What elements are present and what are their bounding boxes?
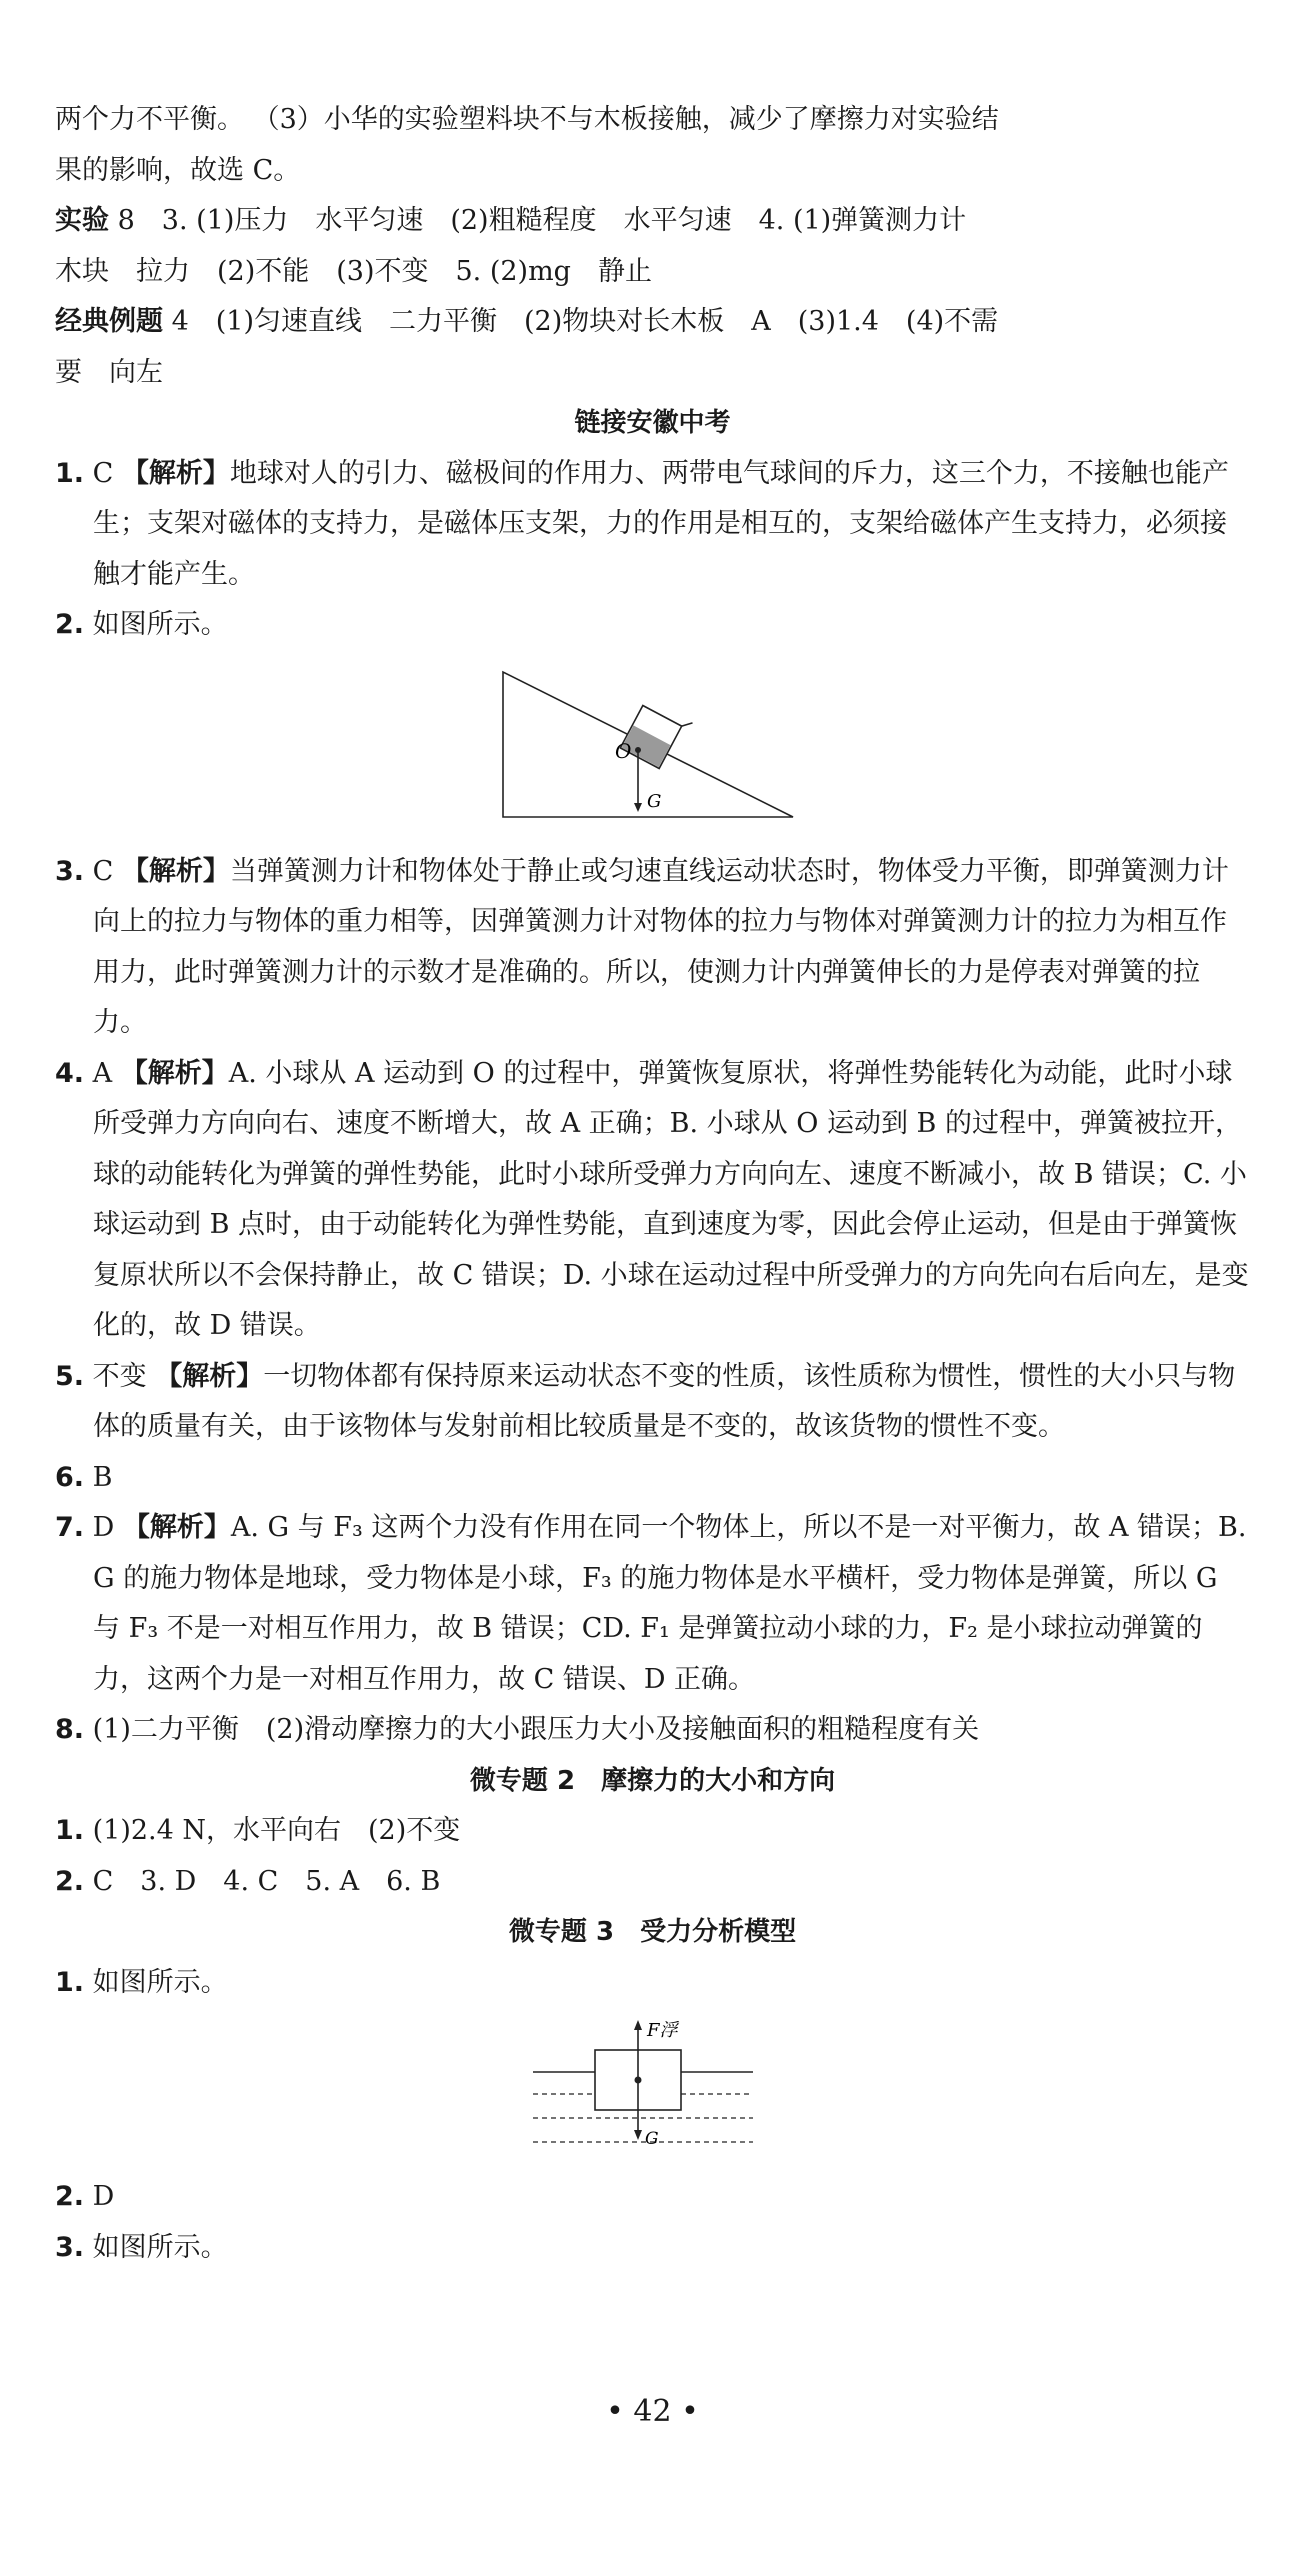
question-6: [55, 1453, 1250, 1504]
arrow-head: [634, 2130, 642, 2140]
answer: 如图所示。: [84, 1966, 228, 1998]
analysis-tag: 【解析】: [122, 1512, 231, 1543]
analysis-tag: 【解析】: [121, 855, 230, 887]
experiment-8-answers-cont: 木块 拉力 (2)不能 (3)不变 5. (2)mg 静止: [55, 255, 652, 287]
question-number: 2.: [55, 1865, 85, 1897]
question-number: 7.: [55, 1512, 85, 1543]
answer: C: [84, 855, 122, 887]
center-point: [634, 2077, 641, 2084]
question-number: 2.: [55, 2181, 85, 2212]
question-3: [55, 847, 1250, 1049]
micro-topic-3-question-3: [55, 2223, 1250, 2274]
answer: 不变: [84, 1360, 156, 1392]
micro-topic-3-question-1: [55, 1958, 1250, 2009]
micro-topic-2-line-1: [55, 1806, 1250, 1857]
answer: C: [84, 457, 122, 489]
analysis-text: 地球对人的引力、磁极间的作用力、两带电气球间的斥力，这三个力，不接触也能产生；支架对磁体的支持力，是磁体压支架，力的作用是相互的，支架给磁体产生支持力，必须接触才能产生。: [93, 457, 1229, 590]
label-experiment: 实验: [55, 205, 109, 236]
question-number: 5.: [55, 1360, 85, 1392]
incline-diagram: [493, 647, 813, 827]
buoyancy-diagram: [533, 2014, 773, 2164]
text-line: 果的影响，故选 C。: [55, 154, 301, 186]
page-number: • 42 •: [606, 2394, 699, 2429]
answer: C 3. D 4. C 5. A 6. B: [84, 1865, 441, 1897]
section-title: 链接安徽中考: [574, 408, 731, 438]
label-G: G: [644, 2129, 659, 2149]
answer: (1)2.4 N，水平向右 (2)不变: [84, 1815, 461, 1846]
question-number: 8.: [55, 1714, 85, 1745]
answer: D: [84, 1512, 123, 1543]
answer: A: [84, 1057, 121, 1089]
classic-example-answers-cont: 要 向左: [55, 356, 163, 388]
section-title: 微专题 3 受力分析模型: [508, 1917, 797, 1947]
analysis-text: 一切物体都有保持原来运动状态不变的性质，该性质称为惯性，惯性的大小只与物体的质量有关，由于该物体与发射前相比较质量是不变的，故该货物的惯性不变。: [93, 1360, 1236, 1442]
answer: D: [84, 2181, 115, 2212]
answer: 如图所示。: [84, 609, 228, 640]
arrow-head: [634, 803, 642, 812]
analysis-tag: 【解析】: [155, 1360, 264, 1392]
question-2: [55, 600, 1250, 651]
answer: 如图所示。: [84, 2231, 228, 2263]
section-title: 微专题 2 摩擦力的大小和方向: [469, 1765, 836, 1796]
analysis-text: A. 小球从 A 运动到 O 的过程中，弹簧恢复原状，将弹性势能转化为动能，此时小球所受弹力方向向右、速度不断增大，故 A 正确；B. 小球从 O 运动到 B 的过程中，弹簧被拉开，球的动能转化为弹簧的弹性势能，此时小球所受弹力方向向左、速度不断减小，故 B 错误；C. 小球运动到 B 点时，由于动能转化为弹性势能，直到速度为零，因此会停止运动，但是由于弹簧恢复原状所以不会保持静止，故 C 错误；D. 小球在运动过程中所受弹力的方向先向右后向左，是变化的，故 D 错误。: [93, 1057, 1249, 1341]
answer: (1)二力平衡 (2)滑动摩擦力的大小跟压力大小及接触面积的粗糙程度有关: [84, 1714, 980, 1745]
analysis-tag: 【解析】: [120, 1057, 229, 1089]
question-8: [55, 1705, 1250, 1756]
classic-example-answers: [55, 297, 1250, 348]
label-G: G: [646, 790, 661, 812]
question-number: 2.: [55, 609, 85, 640]
analysis-text: 当弹簧测力计和物体处于静止或匀速直线运动状态时，物体受力平衡，即弹簧测力计向上的拉力与物体的重力相等，因弹簧测力计对物体的拉力与物体对弹簧测力计的拉力为相互作用力，此时弹簧测力计的示数才是准确的。所以，使测力计内弹簧伸长的力是停表对弹簧的拉力。: [93, 855, 1229, 1038]
question-number: 1.: [55, 1815, 85, 1846]
micro-topic-2-line-2: [55, 1857, 1250, 1908]
classic-example-text: 4 (1)匀速直线 二力平衡 (2)物块对长木板 A (3)1.4 (4)不需: [163, 306, 999, 337]
analysis-tag: 【解析】: [121, 457, 230, 489]
question-number: 1.: [55, 1966, 85, 1998]
text-line: 两个力不平衡。 （3）小华的实验塑料块不与木板接触，减少了摩擦力对实验结: [55, 104, 999, 135]
experiment-8-answers: [55, 196, 1250, 247]
label-F-buoyancy: F浮: [646, 2020, 677, 2041]
question-number: 3.: [55, 855, 85, 887]
label-O: O: [614, 738, 631, 763]
answer-page: [55, 95, 1250, 2273]
question-number: 1.: [55, 457, 85, 489]
label-classic-example: 经典例题: [55, 306, 163, 337]
question-number: 4.: [55, 1057, 85, 1089]
answer: B: [84, 1461, 113, 1493]
question-5: [55, 1352, 1250, 1453]
center-point: [635, 747, 641, 753]
question-number: 6.: [55, 1461, 85, 1493]
arrow-head: [634, 2020, 642, 2030]
question-7: [55, 1503, 1250, 1705]
question-number: 3.: [55, 2231, 85, 2263]
question-4: [55, 1049, 1250, 1352]
experiment-8-text: 8 3. (1)压力 水平匀速 (2)粗糙程度 水平匀速 4. (1)弹簧测力计: [109, 205, 967, 236]
question-1: [55, 449, 1250, 601]
micro-topic-3-question-2: [55, 2172, 1250, 2223]
analysis-text: A. G 与 F₃ 这两个力没有作用在同一个物体上，所以不是一对平衡力，故 A 错误；B. G 的施力物体是地球，受力物体是小球，F₃ 的施力物体是水平横杆，受力物体是弹簧，所以 G 与 F₃ 不是一对相互作用力，故 B 错误；CD. F₁ 是弹簧拉动小球的力，F₂ 是小球拉动弹簧的力，这两个力是一对相互作用力，故 C 错误、D 正确。: [93, 1512, 1247, 1695]
